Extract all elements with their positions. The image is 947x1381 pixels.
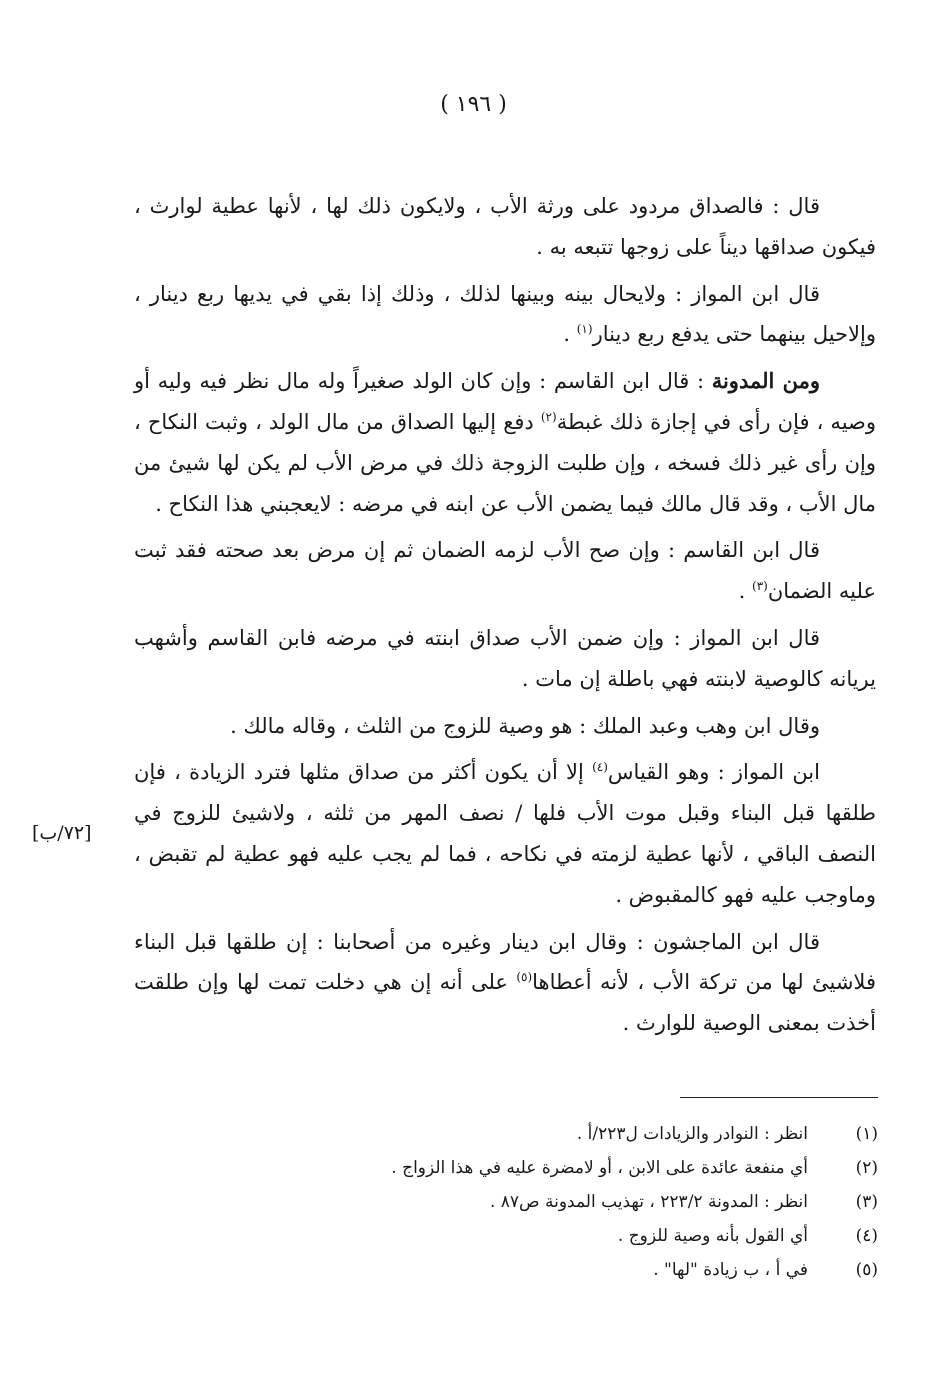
paragraph — [134, 186, 876, 268]
footnote — [300, 1117, 878, 1151]
footnote-separator — [680, 1097, 878, 1098]
paragraph-text-after: . — [563, 322, 577, 347]
paragraph — [134, 361, 876, 524]
footnote-number: (٤) — [855, 1226, 878, 1246]
footnote-text: انظر : المدونة ٢٢٣/٢ ، تهذيب المدونة ص٨٧ . — [489, 1192, 808, 1212]
footnote-number: (٥) — [855, 1260, 878, 1280]
paragraph — [134, 530, 876, 612]
paragraph-text: : قال ابن القاسم : وإن كان الولد صغيراً وله مال نظر فيه وليه أو وصيه ، فإن رأى في إجازة ذلك غبطة — [134, 369, 877, 434]
footnote — [300, 1219, 878, 1253]
paragraph-text-after: إلا أن يكون أكثر من صداق مثلها فترد الزيادة ، فإن طلقها قبل البناء وقبل موت الأب فلها / نصف المهر من ثلثه ، ولاشيئ للزوج في النصف الباقي ، لأنها عطية لزمته في نكاحه ، فما لم يجب عليه فهو عطية لم تقبض ، وماوجب عليه فهو كالمقبوض . — [134, 760, 876, 907]
paragraph-lead: ومن المدونة — [711, 368, 821, 394]
paragraph-text: قال ابن الماجشون : وقال ابن دينار وغيره من أصحابنا : إن طلقها قبل البناء فلاشيئ لها من تركة الأب ، لأنه أعطاها — [134, 929, 876, 995]
footnote-ref: (٥) — [516, 970, 533, 985]
footnote-number: (١) — [855, 1124, 878, 1144]
paragraph-text: ابن المواز : وهو القياس — [607, 760, 820, 785]
footnote-ref: (٢) — [540, 409, 557, 424]
footnote-text: أي القول بأنه وصية للزوج . — [617, 1226, 808, 1246]
footnote-text: أي منفعة عائدة على الابن ، أو لامضرة عليه في هذا الزواج . — [391, 1158, 808, 1178]
paragraph-text: قال ابن المواز : وإن ضمن الأب صداق ابنته في مرضه فابن القاسم وأشهب يريانه كالوصية لابنته فهي باطلة إن مات . — [134, 625, 876, 691]
paragraph-text-after: على أنه إن هي دخلت تمت لها وإن طلقت أخذت بمعنى الوصية للوارث . — [134, 970, 876, 1036]
body-text — [134, 186, 876, 1050]
paragraph — [134, 706, 876, 747]
footnote-number: (٢) — [855, 1158, 878, 1178]
paragraph-text: قال ابن القاسم : وإن صح الأب لزمه الضمان ثم إن مرض بعد صحته فقد ثبت عليه الضمان — [134, 538, 876, 604]
footnote-text: في أ ، ب زيادة "لها" . — [653, 1260, 808, 1280]
footnote — [300, 1253, 878, 1287]
paragraph — [134, 274, 876, 356]
footnote-ref: (١) — [576, 322, 593, 337]
footnote-text: انظر : النوادر والزيادات ل٢٢٣/أ . — [576, 1124, 808, 1144]
paragraph-text-after: . — [738, 579, 752, 604]
paragraph-text: وقال ابن وهب وعبد الملك : هو وصية للزوج من الثلث ، وقاله مالك . — [230, 713, 820, 738]
paragraph-text: قال ابن المواز : ولايحال بينه وبينها لذلك ، وذلك إذا بقي في يديها ربع دينار ، وإلاحيل بينهما حتى يدفع ربع دينار — [134, 281, 876, 347]
paragraph-text: قال : فالصداق مردود على ورثة الأب ، ولايكون ذلك لها ، لأنها عطية لوارث ، فيكون صداقها ديناً على زوجها تتبعه به . — [134, 194, 876, 259]
page-number: ( ١٩٦ ) — [440, 92, 507, 117]
margin-note: [٧٢/ب] — [32, 822, 92, 844]
footnotes — [300, 1117, 878, 1287]
footnote-ref: (٤) — [592, 760, 608, 775]
footnote-number: (٣) — [855, 1192, 878, 1212]
footnote — [300, 1151, 878, 1185]
footnote — [300, 1185, 878, 1219]
paragraph-text-after: دفع إليها الصداق من مال الولد ، وثبت النكاح ، وإن رأى غير ذلك فسخه ، وإن طلبت الزوجة ذلك في مرض الأب لم يكن لها شيئ من مال الأب ، وقد قال مالك فيما يضمن الأب عن ابنه في مرضه : لايعجبني هذا النكاح . — [134, 409, 876, 516]
paragraph — [134, 618, 876, 700]
paragraph — [134, 922, 876, 1044]
footnote-ref: (٣) — [752, 579, 768, 594]
paragraph — [134, 752, 876, 915]
